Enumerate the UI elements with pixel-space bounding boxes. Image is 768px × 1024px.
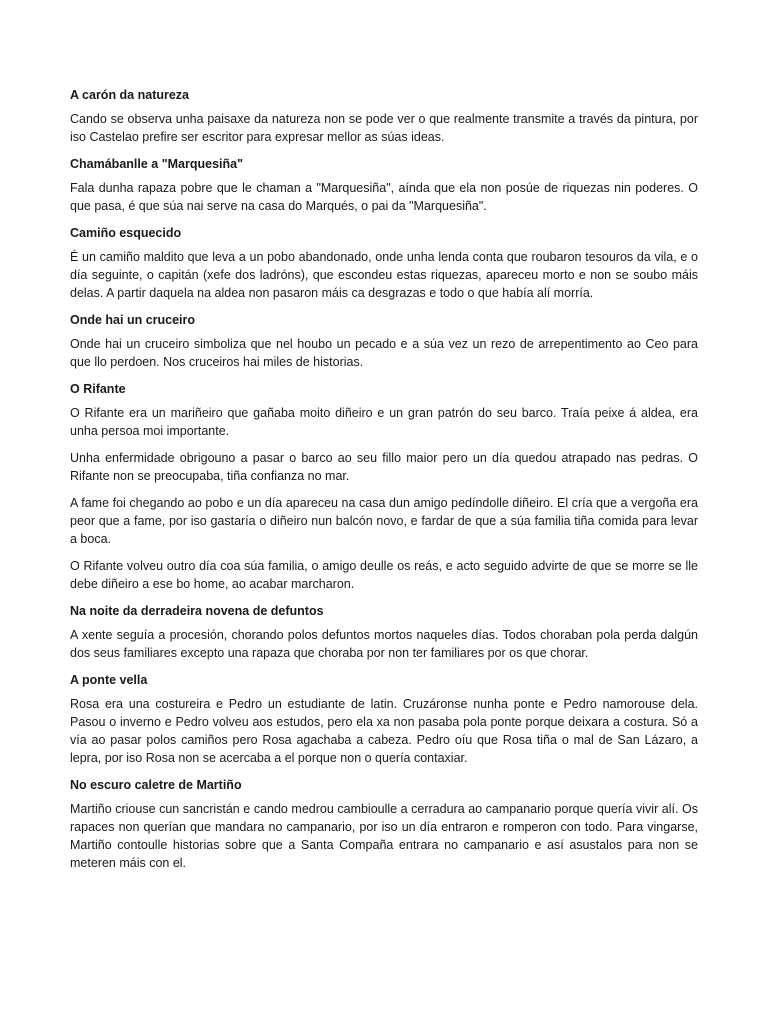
paragraph: O Rifante volveu outro día coa súa familia, o amigo deulle os reás, e acto seguido advirte de que se morre se lle debe diñeiro a ese bo home, ao acabar marcharon. [70, 559, 698, 591]
paragraph: A fame foi chegando ao pobo e un día apareceu na casa dun amigo pedíndolle diñeiro. El cría que a vergoña era peor que a fame, por iso gastaría o diñeiro nun balcón novo, e fardar de que a súa familia tiña comida para levar a boca. [70, 496, 698, 546]
section-title: O Rifante [70, 382, 126, 396]
section-title: A ponte vella [70, 673, 148, 687]
paragraph: É un camiño maldito que leva a un pobo abandonado, onde unha lenda conta que roubaron tesouros da vila, e o día seguinte, o capitán (xefe dos ladróns), que escondeu estas riquezas, apareceu morto e non se soubo máis delas. A partir daquela na aldea non pasaron máis ca desgrazas e todo o que había alí morría. [70, 250, 698, 300]
section-camino-esquecido [70, 224, 698, 302]
section-a-ponte-vella [70, 671, 698, 767]
section-title: Camiño esquecido [70, 226, 182, 240]
section-na-noite-da-derradeira-novena [70, 602, 698, 662]
section-o-rifante [70, 380, 698, 593]
section-no-escuro-caletre-de-martino [70, 776, 698, 872]
paragraph: Fala dunha rapaza pobre que le chaman a "Marquesiña", aínda que ela non posúe de riquezas nin poderes. O que pasa, é que súa nai serve na casa do Marqués, o pai da "Marquesiña". [70, 181, 698, 213]
section-title: No escuro caletre de Martiño [70, 778, 242, 792]
section-marquesina [70, 155, 698, 215]
section-title: Onde hai un cruceiro [70, 313, 196, 327]
paragraph: O Rifante era un mariñeiro que gañaba moito diñeiro e un gran patrón do seu barco. Traía peixe á aldea, era unha persoa moi importante. [70, 406, 698, 438]
section-a-caron-da-natureza [70, 86, 698, 146]
document-page [70, 86, 698, 881]
paragraph: Rosa era una costureira e Pedro un estudiante de latin. Cruzáronse nunha ponte e Pedro namorouse dela. Pasou o inverno e Pedro volveu aos estudos, pero ela xa non pasaba pola ponte porque deixara a costura. Só a vía ao pasar polos camiños pero Rosa agachaba a cabeza. Pedro oíu que Rosa tiña o mal de San Lázaro, a lepra, por iso Rosa non se acercaba a el porque non o quería contaxiar. [70, 697, 698, 765]
paragraph: Onde hai un cruceiro simboliza que nel houbo un pecado e a súa vez un rezo de arrepentimento ao Ceo para que llo perdoen. Nos cruceiros hai miles de historias. [70, 337, 698, 369]
paragraph: Unha enfermidade obrigouno a pasar o barco ao seu fillo maior pero un día quedou atrapado nas pedras. O Rifante non se preocupaba, tiña confianza no mar. [70, 451, 698, 483]
section-title: Na noite da derradeira novena de defuntos [70, 604, 324, 618]
paragraph: Martiño criouse cun sancristán e cando medrou cambioulle a cerradura ao campanario porque quería vivir alí. Os rapaces non querían que mandara no campanario, por iso un día entraron e romperon con todo. Para vingarse, Martiño contoulle historias sobre que a Santa Compaña entrara no campanario e así asustalos para non se meteren máis con el. [70, 802, 698, 870]
paragraph: A xente seguía a procesión, chorando polos defuntos mortos naqueles días. Todos choraban pola perda dalgún dos seus familiares excepto una rapaza que choraba por non ter familiares por os que chorar. [70, 628, 698, 660]
section-title: A carón da natureza [70, 88, 190, 102]
section-onde-hai-un-cruceiro [70, 311, 698, 371]
paragraph: Cando se observa unha paisaxe da natureza non se pode ver o que realmente transmite a través da pintura, por iso Castelao prefire ser escritor para expresar mellor as súas ideas. [70, 112, 698, 144]
section-title: Chamábanlle a "Marquesiña" [70, 157, 244, 171]
